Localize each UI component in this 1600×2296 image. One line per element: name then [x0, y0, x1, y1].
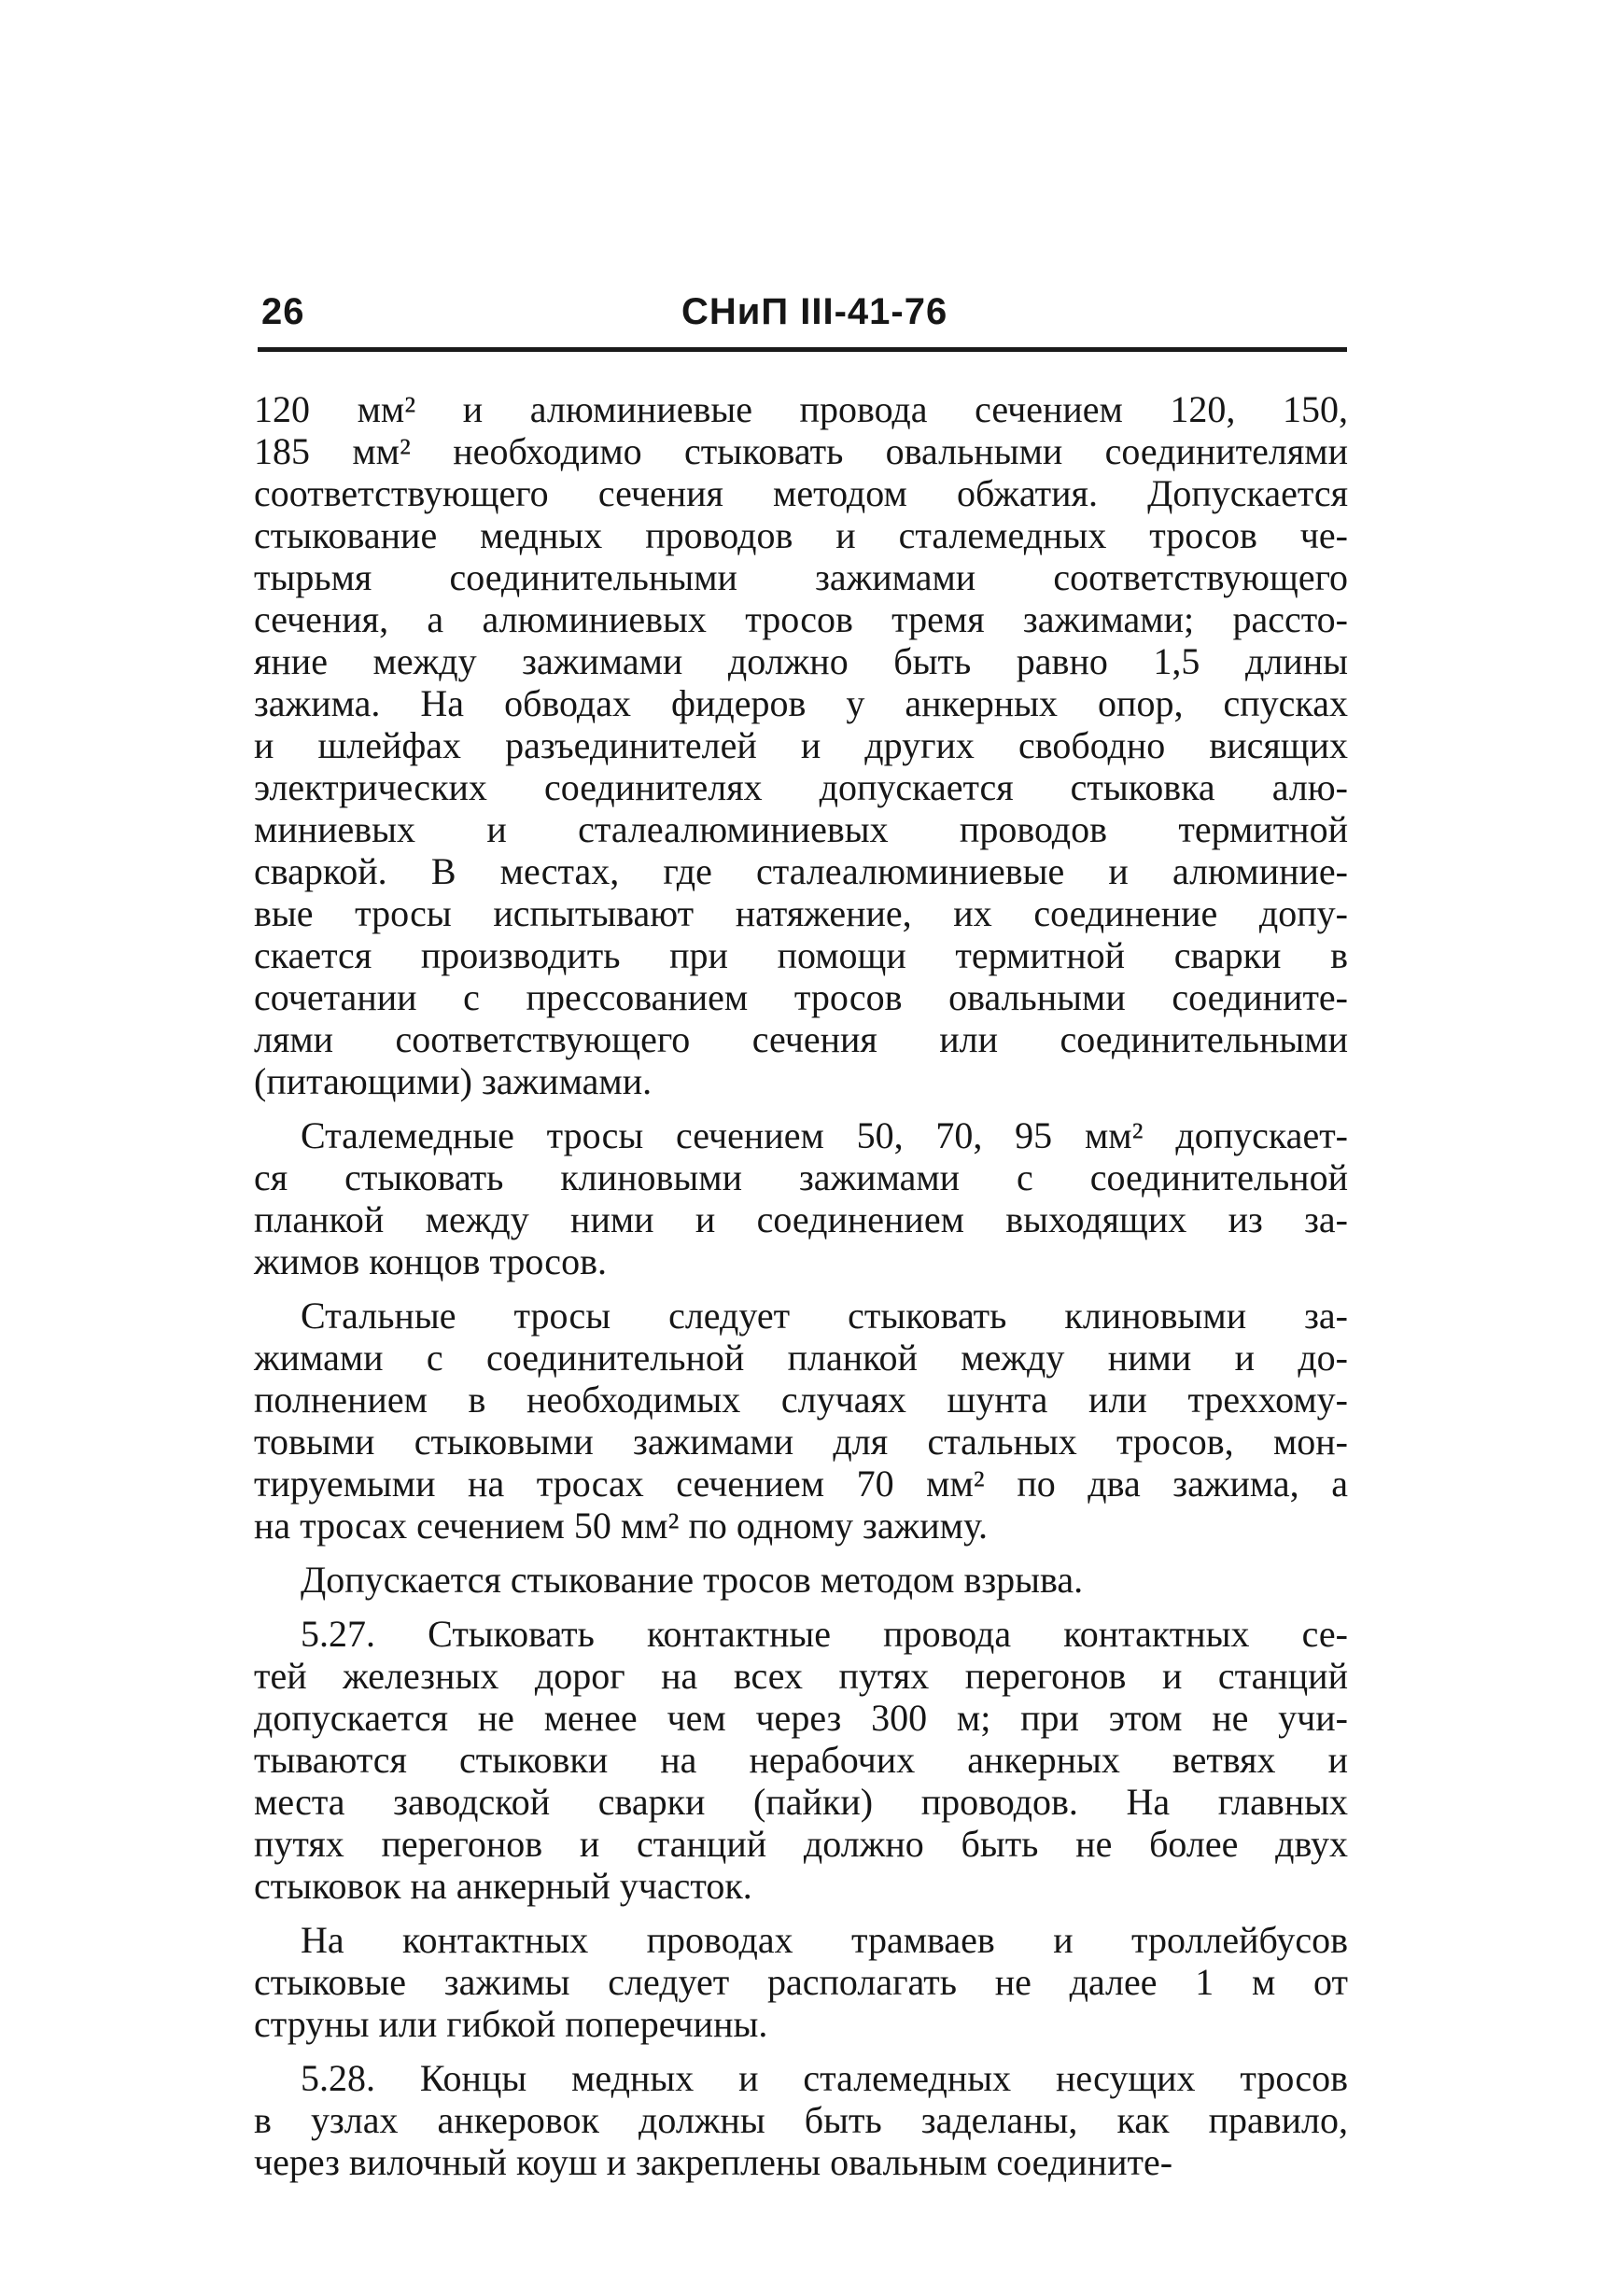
- text-line: места заводской сварки (пайки) проводов. На главных: [254, 1781, 1348, 1823]
- text-line: 185 мм² необходимо стыковать овальными соединителями: [254, 430, 1348, 472]
- text-line: соответствующего сечения методом обжатия. Допускается: [254, 472, 1348, 514]
- text-line: допускается не менее чем через 300 м; при этом не учи-: [254, 1697, 1348, 1739]
- text-line: тываются стыковки на нерабочих анкерных ветвях и: [254, 1739, 1348, 1781]
- text-line: тей железных дорог на всех путях перегонов и станций: [254, 1655, 1348, 1697]
- text-line: вые тросы испытывают натяжение, их соединение допу-: [254, 892, 1348, 934]
- text-line: 5.27. Стыковать контактные провода контактных се-: [301, 1613, 1348, 1655]
- running-title: СНиП III-41-76: [681, 291, 948, 332]
- text-line: жимами с соединительной планкой между ними и до-: [254, 1337, 1348, 1379]
- text-line: полнением в необходимых случаях шунта или треххому-: [254, 1379, 1348, 1421]
- page-number: 26: [261, 291, 305, 332]
- text-line: зажима. На обводах фидеров у анкерных опор, спусках: [254, 682, 1348, 724]
- text-line: на тросах сечением 50 мм² по одному зажиму.: [254, 1505, 988, 1547]
- text-line: сочетании с прессованием тросов овальными соедините-: [254, 976, 1348, 1018]
- text-line: 120 мм² и алюминиевые провода сечением 120, 150,: [254, 388, 1348, 430]
- paragraph: [254, 388, 1348, 1102]
- text-line: яние между зажимами должно быть равно 1,5 длины: [254, 640, 1348, 682]
- page-header: [261, 291, 1347, 347]
- text-line: Сталемедные тросы сечением 50, 70, 95 мм² допускает-: [301, 1114, 1348, 1156]
- text-line: жимов концов тросов.: [254, 1240, 607, 1282]
- text-line: струны или гибкой поперечины.: [254, 2003, 768, 2045]
- text-line: через вилочный коуш и закреплены овальным соедините-: [254, 2141, 1173, 2183]
- text-line: сечения, а алюминиевых тросов тремя зажимами; рассто-: [254, 598, 1348, 640]
- paragraph: [254, 1613, 1348, 1907]
- text-line: лями соответствующего сечения или соединительными: [254, 1018, 1348, 1060]
- text-line: На контактных проводах трамваев и троллейбусов: [301, 1919, 1348, 1961]
- text-line: стыкование медных проводов и сталемедных тросов че-: [254, 514, 1348, 556]
- text-line: планкой между ними и соединением выходящих из за-: [254, 1198, 1348, 1240]
- paragraph: [254, 1295, 1348, 1547]
- text-line: путях перегонов и станций должно быть не более двух: [254, 1823, 1348, 1865]
- text-line: миниевых и сталеалюминиевых проводов термитной: [254, 808, 1348, 850]
- text-line: тируемыми на тросах сечением 70 мм² по два зажима, а: [254, 1463, 1348, 1505]
- text-line: Стальные тросы следует стыковать клиновыми за-: [301, 1295, 1348, 1337]
- paragraph: [254, 1919, 1348, 2045]
- paragraph: [254, 1114, 1348, 1282]
- text-line: тырьмя соединительными зажимами соответствующего: [254, 556, 1348, 598]
- text-line: Допускается стыкование тросов методом взрыва.: [301, 1559, 1084, 1601]
- paragraph: [254, 2057, 1348, 2183]
- text-line: электрических соединителях допускается стыковка алю-: [254, 766, 1348, 808]
- text-line: 5.28. Концы медных и сталемедных несущих тросов: [301, 2057, 1348, 2099]
- text-line: стыковые зажимы следует располагать не далее 1 м от: [254, 1961, 1348, 2003]
- text-line: товыми стыковыми зажимами для стальных тросов, мон-: [254, 1421, 1348, 1463]
- text-line: сваркой. В местах, где сталеалюминиевые и алюминие-: [254, 850, 1348, 892]
- body-text: [254, 388, 1348, 2195]
- text-line: стыковок на анкерный участок.: [254, 1865, 752, 1907]
- text-line: в узлах анкеровок должны быть заделаны, как правило,: [254, 2099, 1348, 2141]
- text-line: ся стыковать клиновыми зажимами с соединительной: [254, 1156, 1348, 1198]
- paragraph: [254, 1559, 1348, 1601]
- text-line: и шлейфах разъединителей и других свободно висящих: [254, 724, 1348, 766]
- header-rule: [258, 347, 1347, 352]
- text-line: (питающими) зажимами.: [254, 1060, 653, 1102]
- text-line: скается производить при помощи термитной сварки в: [254, 934, 1348, 976]
